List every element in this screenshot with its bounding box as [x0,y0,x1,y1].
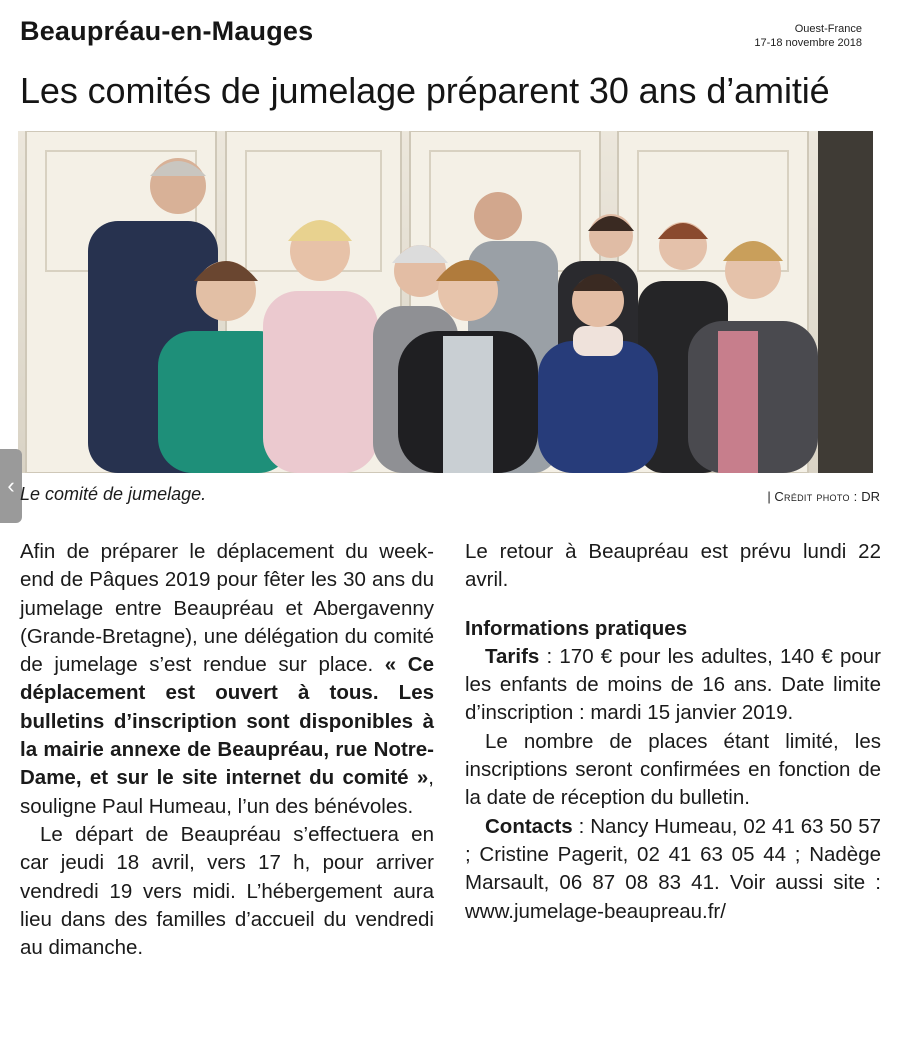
credit-label: Crédit photo : [774,489,858,504]
article-paragraph-3: Le retour à Beaupréau est prévu lundi 22 avril. [465,540,881,592]
photo-caption: Le comité de jumelage. [20,484,207,504]
website-link[interactable]: www.jumelage-beaupreau.fr/ [465,899,726,923]
photo-credit [767,489,880,504]
article-paragraph-1 [20,538,434,821]
tarifs-text: : 170 € pour les adultes, 140 € pour les enfants de moins de 16 ans. Date limite d’inscription : mardi 15 janvier 2019. [465,644,881,725]
credit-value: DR [861,489,880,504]
contacts-paragraph [465,813,881,926]
group-photo-illustration [18,131,873,473]
publication-date: 17-18 novembre 2018 [754,37,862,49]
paragraph-1-intro: Afin de préparer le déplacement du week-end de Pâques 2019 pour fêter les 30 ans du jumelage entre Beaupréau et Abergavenny (Grande-Bretagne), une délégation du comité de jumelage s’est rendue sur place. [20,540,434,677]
paragraph-1-attribution: , souligne Paul Humeau, l’un des bénévoles. [20,766,434,818]
source-name: Ouest-France [794,23,862,35]
paragraph-1-quote: « Ce déplacement est ouvert à tous. Les bulletins d’inscription sont disponibles à la mairie annexe de Beaupréau, rue Notre-Dame, et sur le site internet du comité » [20,653,434,790]
chevron-left-icon: ‹ [7,473,15,498]
section-title: Beaupréau-en-Mauges [20,16,314,46]
article-headline: Les comités de jumelage préparent 30 ans d’amitié [20,70,830,111]
tarifs-paragraph [465,643,881,728]
article-photo [18,131,873,473]
tarifs-label: Tarifs [485,644,540,668]
credit-separator: | [767,489,775,504]
previous-page-button[interactable] [0,449,22,523]
contacts-label: Contacts [485,814,573,838]
article-column-left [20,538,434,962]
places-paragraph: Le nombre de places étant limité, les inscriptions seront confirmées en fonction de la date de réception du bulletin. [465,729,881,810]
source-info [754,22,862,50]
article-paragraph-2: Le départ de Beaupréau s’effectuera en car jeudi 18 avril, vers 17 h, pour arriver vendredi 19 vers midi. L’hébergement aura lieu dans des familles d’accueil du vendredi au dimanche. [20,822,434,960]
info-section-title: Informations pratiques [465,616,688,640]
contacts-text: : Nancy Humeau, 02 41 63 50 57 ; Cristine Pagerit, 02 41 63 05 44 ; Nadège Marsault, 06 87 08 83 41. Voir aussi site : [465,814,881,895]
article-column-right [465,538,881,926]
